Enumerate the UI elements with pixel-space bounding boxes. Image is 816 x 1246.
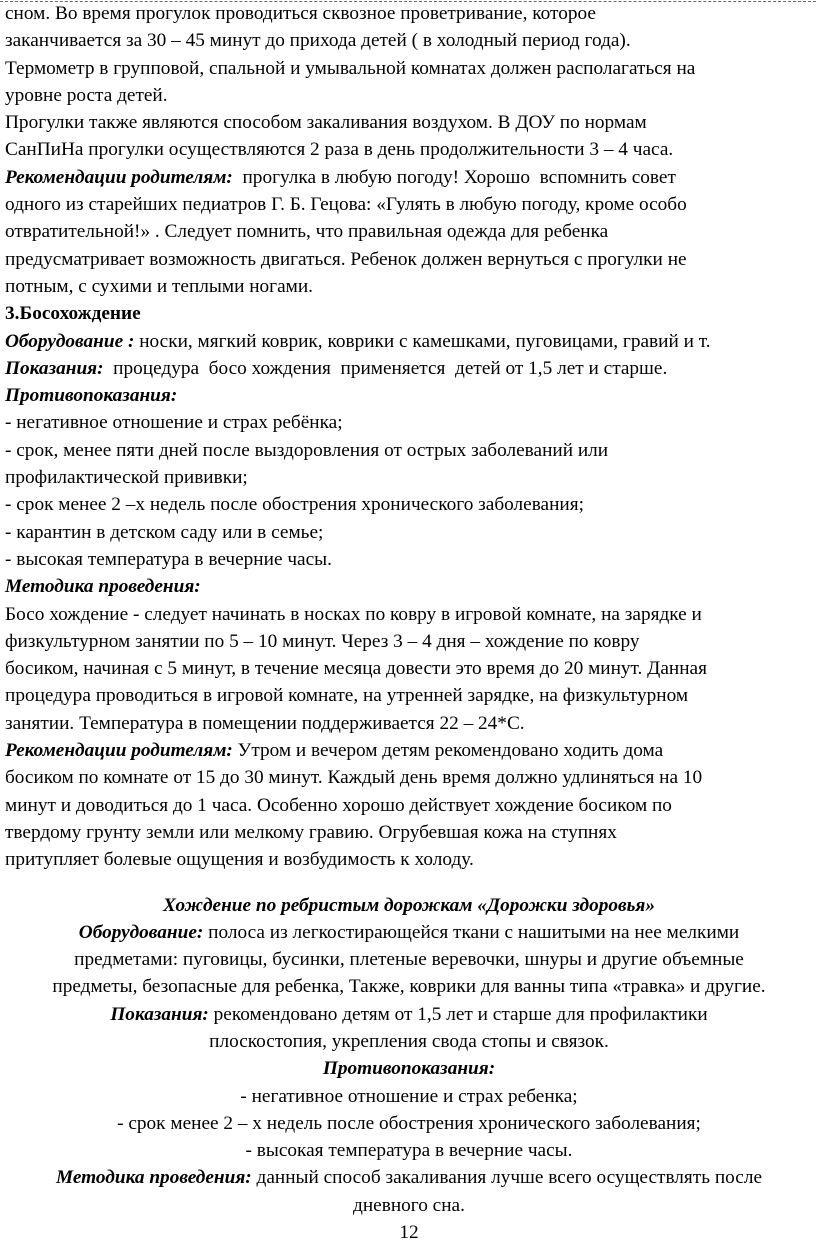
recommendations-label: Рекомендации родителям: <box>5 740 233 762</box>
text-line: уровне роста детей. <box>5 84 168 106</box>
paragraph-equipment <box>5 328 813 355</box>
document-page <box>5 0 813 1246</box>
spacer <box>5 874 813 892</box>
list-item: - срок, менее пяти дней после выздоровления от острых заболеваний или <box>5 439 609 461</box>
text-line: полоса из легкостирающейся ткани с нашитыми на нее мелкими <box>203 921 740 943</box>
text-line: босиком, начиная с 5 минут, в течение месяца довести это время до 20 минут. Данная <box>5 658 707 680</box>
paragraph-paths-contraindications <box>5 1055 813 1164</box>
method-label: Методика проведения: <box>55 1167 252 1189</box>
section-heading-barefoot <box>5 300 813 327</box>
text-line: босиком по комнате от 15 до 30 минут. Каждый день время должно удлиняться на 10 <box>5 767 703 789</box>
text-line: твердому грунту земли или мелкому гравию. Огрубевшая кожа на ступнях <box>5 821 617 843</box>
text-line: процедура проводиться в игровой комнате, на утренней зарядке, на физкультурном <box>5 685 689 707</box>
text-line: носки, мягкий коврик, коврики с камешками, пуговицами, гравий и т. <box>134 330 711 352</box>
equipment-label: Оборудование : <box>5 330 135 352</box>
list-item: - срок менее 2 –х недель после обострения хронического заболевания; <box>5 494 584 516</box>
text-line: предусматривает возможность двигаться. Ребенок должен вернуться с прогулки не <box>5 248 687 270</box>
paragraph-contraindications <box>5 382 813 573</box>
contraindications-label: Противопоказания: <box>5 385 178 407</box>
paragraph-walks-hardening <box>5 109 813 164</box>
text-line: занятии. Температура в помещении поддерживается 22 – 24*С. <box>5 712 525 734</box>
subsection-title-health-paths <box>5 892 813 919</box>
paragraph-method <box>5 573 813 737</box>
text-line: отвратительной!» . Следует помнить, что правильная одежда для ребенка <box>5 221 609 243</box>
text-line: дневного сна. <box>353 1194 465 1216</box>
text-line: минут и доводиться до 1 часа. Особенно хорошо действует хождение босиком по <box>5 794 672 816</box>
text-line: Босо хождение - следует начинать в носках по ковру в игровой комнате, на зарядке и <box>5 603 702 625</box>
equipment-label: Оборудование: <box>78 921 204 943</box>
page-number-value: 12 <box>399 1222 419 1244</box>
indications-label: Показания: <box>110 1003 209 1025</box>
paragraph-parent-recommendations-2 <box>5 737 813 873</box>
text-line: потным, с сухими и теплыми ногами. <box>5 275 313 297</box>
text-line: Прогулки также являются способом закаливания воздухом. В ДОУ по нормам <box>5 112 647 134</box>
subsection-title: Хождение по ребристым дорожкам «Дорожки здоровья» <box>162 894 655 916</box>
text-line: Термометр в групповой, спальной и умывальной комнатах должен располагаться на <box>5 57 696 79</box>
paragraph-paths-method <box>5 1164 813 1219</box>
list-item: - карантин в детском саду или в семье; <box>5 521 324 543</box>
page-number <box>5 1219 813 1246</box>
paragraph-paths-indications <box>5 1001 813 1056</box>
list-item: - негативное отношение и страх ребенка; <box>240 1085 578 1107</box>
text-line: предметами: пуговицы, бусинки, плетеные веревочки, шнуры и другие объемные <box>74 949 744 971</box>
text-line: одного из старейших педиатров Г. Б. Гецова: «Гулять в любую погоду, кроме особо <box>5 194 687 216</box>
list-item: - высокая температура в вечерние часы. <box>245 1140 573 1162</box>
text-line: процедура босо хождения применяется детей от 1,5 лет и старше. <box>103 357 668 379</box>
text-line: плоскостопия, укрепления свода стопы и связок. <box>209 1030 609 1052</box>
paragraph-walks-ventilation <box>5 0 813 109</box>
text-line: заканчивается за 30 – 45 минут до прихода детей ( в холодный период года). <box>5 30 631 52</box>
text-line: физкультурном занятии по 5 – 10 минут. Через 3 – 4 дня – хождение по ковру <box>5 630 640 652</box>
text-line: рекомендовано детям от 1,5 лет и старше для профилактики <box>208 1003 708 1025</box>
text-line: сном. Во время прогулок проводиться сквозное проветривание, которое <box>5 3 596 24</box>
list-item-continuation: профилактической прививки; <box>5 467 248 489</box>
text-line: притупляет болевые ощущения и возбудимость к холоду. <box>5 849 474 871</box>
text-line: данный способ закаливания лучше всего осуществлять после <box>251 1167 763 1189</box>
paragraph-indications <box>5 355 813 382</box>
indications-label: Показания: <box>5 357 104 379</box>
paragraph-paths-equipment <box>5 919 813 1001</box>
text-line: прогулка в любую погоду! Хорошо вспомнить совет <box>232 166 676 188</box>
list-item: - срок менее 2 – х недель после обострения хронического заболевания; <box>117 1112 701 1134</box>
recommendations-label: Рекомендации родителям: <box>5 166 233 188</box>
contraindications-label: Противопоказания: <box>322 1058 496 1080</box>
list-item: - высокая температура в вечерние часы. <box>5 548 332 570</box>
text-line: СанПиНа прогулки осуществляются 2 раза в день продолжительности 3 – 4 часа. <box>5 139 674 161</box>
section-title: 3.Босохождение <box>5 303 141 325</box>
method-label: Методика проведения: <box>5 576 201 598</box>
text-line: Утром и вечером детям рекомендовано ходить дома <box>232 740 664 762</box>
list-item: - негативное отношение и страх ребёнка; <box>5 412 343 434</box>
paragraph-parent-recommendations-1 <box>5 164 813 300</box>
text-line: предметы, безопасные для ребенка, Также, коврики для ванны типа «травка» и другие. <box>52 976 766 998</box>
